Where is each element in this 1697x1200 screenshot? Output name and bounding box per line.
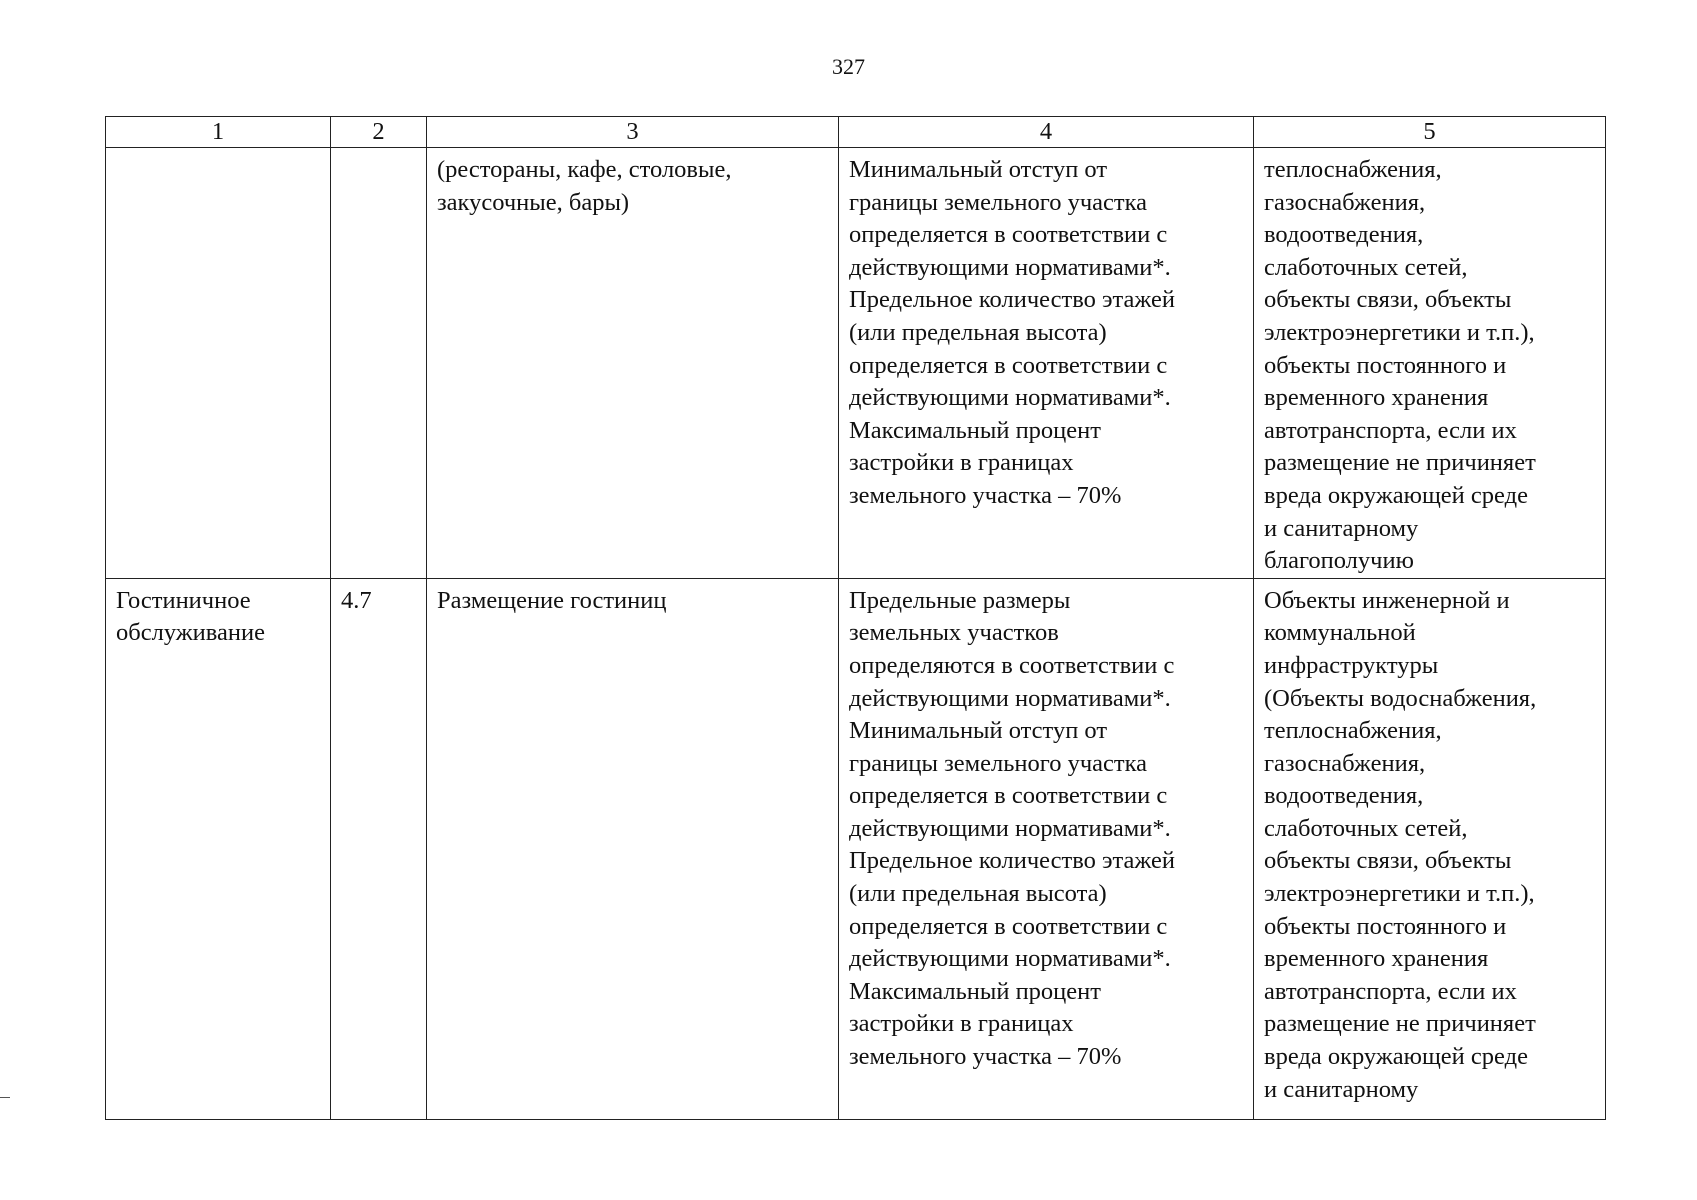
cell-line: объекты постоянного и [1264, 912, 1507, 940]
cell-line: вреда окружающей среде [1264, 1043, 1528, 1071]
cell-line: земельных участков [849, 619, 1059, 647]
cell-line: определяется в соответствии с [849, 221, 1168, 249]
cell-parameters [839, 578, 1254, 1119]
cell-type-of-use [106, 148, 331, 579]
cell-line: теплоснабжения, [1264, 156, 1442, 183]
cell-line: действующими нормативами*. [849, 384, 1171, 412]
cell-line: временного хранения [1264, 945, 1489, 973]
cell-line: закусочные, бары) [437, 188, 630, 216]
column-header-4: 4 [839, 117, 1254, 148]
cell-auxiliary-uses [1254, 578, 1606, 1119]
cell-line: газоснабжения, [1264, 749, 1426, 777]
cell-line: действующими нормативами*. [849, 814, 1171, 842]
cell-line: действующими нормативами*. [849, 684, 1171, 712]
cell-line: Объекты инженерной и [1264, 586, 1510, 614]
cell-type-of-use [106, 578, 331, 1119]
cell-line: границы земельного участка [849, 749, 1148, 777]
cell-line: Минимальный отступ от [849, 717, 1108, 745]
cell-line: определяется в соответствии с [849, 782, 1168, 810]
cell-line: размещение не причиняет [1264, 449, 1536, 477]
cell-line: Минимальный отступ от [849, 156, 1108, 183]
cell-text [1254, 579, 1605, 1107]
cell-line: определяются в соответствии с [849, 651, 1175, 679]
cell-line: Максимальный процент [849, 977, 1101, 1005]
cell-line: Предельное количество этажей [849, 286, 1175, 314]
cell-text [106, 148, 330, 154]
cell-line: объекты постоянного и [1264, 351, 1507, 379]
cell-line: Гостиничное [116, 586, 251, 614]
cell-line: (Объекты водоснабжения, [1264, 684, 1537, 712]
cell-line: слаботочных сетей, [1264, 814, 1468, 842]
cell-line: объекты связи, объекты [1264, 847, 1512, 875]
cell-text [427, 579, 838, 618]
cell-code [331, 148, 427, 579]
cell-line: слаботочных сетей, [1264, 253, 1468, 281]
cell-line: земельного участка – 70% [849, 1043, 1122, 1071]
cell-line: Размещение гостиниц [437, 586, 667, 614]
cell-line: действующими нормативами*. [849, 253, 1171, 281]
cell-text [331, 579, 426, 618]
cell-line: земельного участка – 70% [849, 481, 1122, 509]
cell-line: электроэнергетики и т.п.), [1264, 318, 1535, 346]
cell-line: определяется в соответствии с [849, 351, 1168, 379]
table-row [106, 578, 1606, 1119]
cell-line: водоотведения, [1264, 221, 1424, 249]
cell-description [427, 578, 839, 1119]
column-header-5: 5 [1254, 117, 1606, 148]
cell-line: (рестораны, кафе, столовые, [437, 156, 732, 183]
cell-description [427, 148, 839, 579]
cell-line: благополучию [1264, 547, 1414, 575]
cell-line: Предельное количество этажей [849, 847, 1175, 875]
cell-line: границы земельного участка [849, 188, 1148, 216]
cell-line: и санитарному [1264, 1075, 1419, 1103]
cell-code [331, 578, 427, 1119]
cell-text [839, 148, 1253, 513]
cell-line: (или предельная высота) [849, 880, 1107, 908]
table-row [106, 148, 1606, 579]
cell-line: действующими нормативами*. [849, 945, 1171, 973]
cell-line: коммунальной [1264, 619, 1416, 647]
cell-text [106, 579, 330, 650]
regulation-table [105, 116, 1606, 1120]
page-number: 327 [832, 54, 865, 79]
cell-line: вреда окружающей среде [1264, 481, 1528, 509]
cell-line: объекты связи, объекты [1264, 286, 1512, 314]
column-header-1: 1 [106, 117, 331, 148]
cell-auxiliary-uses [1254, 148, 1606, 579]
regulation-table-container [105, 116, 1605, 1120]
cell-line: определяется в соответствии с [849, 912, 1168, 940]
cell-line: газоснабжения, [1264, 188, 1426, 216]
cell-text [331, 148, 426, 154]
cell-line: инфраструктуры [1264, 651, 1439, 679]
cell-line: автотранспорта, если их [1264, 416, 1517, 444]
cell-line: (или предельная высота) [849, 318, 1107, 346]
cell-line: временного хранения [1264, 384, 1489, 412]
cell-line: водоотведения, [1264, 782, 1424, 810]
cell-line: Предельные размеры [849, 586, 1071, 614]
cell-line: обслуживание [116, 619, 265, 647]
cell-line: теплоснабжения, [1264, 717, 1442, 745]
column-header-2: 2 [331, 117, 427, 148]
cell-line: Максимальный процент [849, 416, 1101, 444]
cell-line: размещение не причиняет [1264, 1010, 1536, 1038]
cell-parameters [839, 148, 1254, 579]
cell-line: застройки в границах [849, 449, 1074, 477]
cell-line: застройки в границах [849, 1010, 1074, 1038]
cell-text [1254, 148, 1605, 578]
cell-line: 4.7 [341, 586, 372, 614]
cell-line: автотранспорта, если их [1264, 977, 1517, 1005]
cell-line: и санитарному [1264, 514, 1419, 542]
header-row [106, 117, 1606, 148]
cell-line: электроэнергетики и т.п.), [1264, 880, 1535, 908]
column-header-3: 3 [427, 117, 839, 148]
cell-text [427, 148, 838, 219]
margin-mark [0, 1097, 10, 1098]
cell-text [839, 579, 1253, 1074]
